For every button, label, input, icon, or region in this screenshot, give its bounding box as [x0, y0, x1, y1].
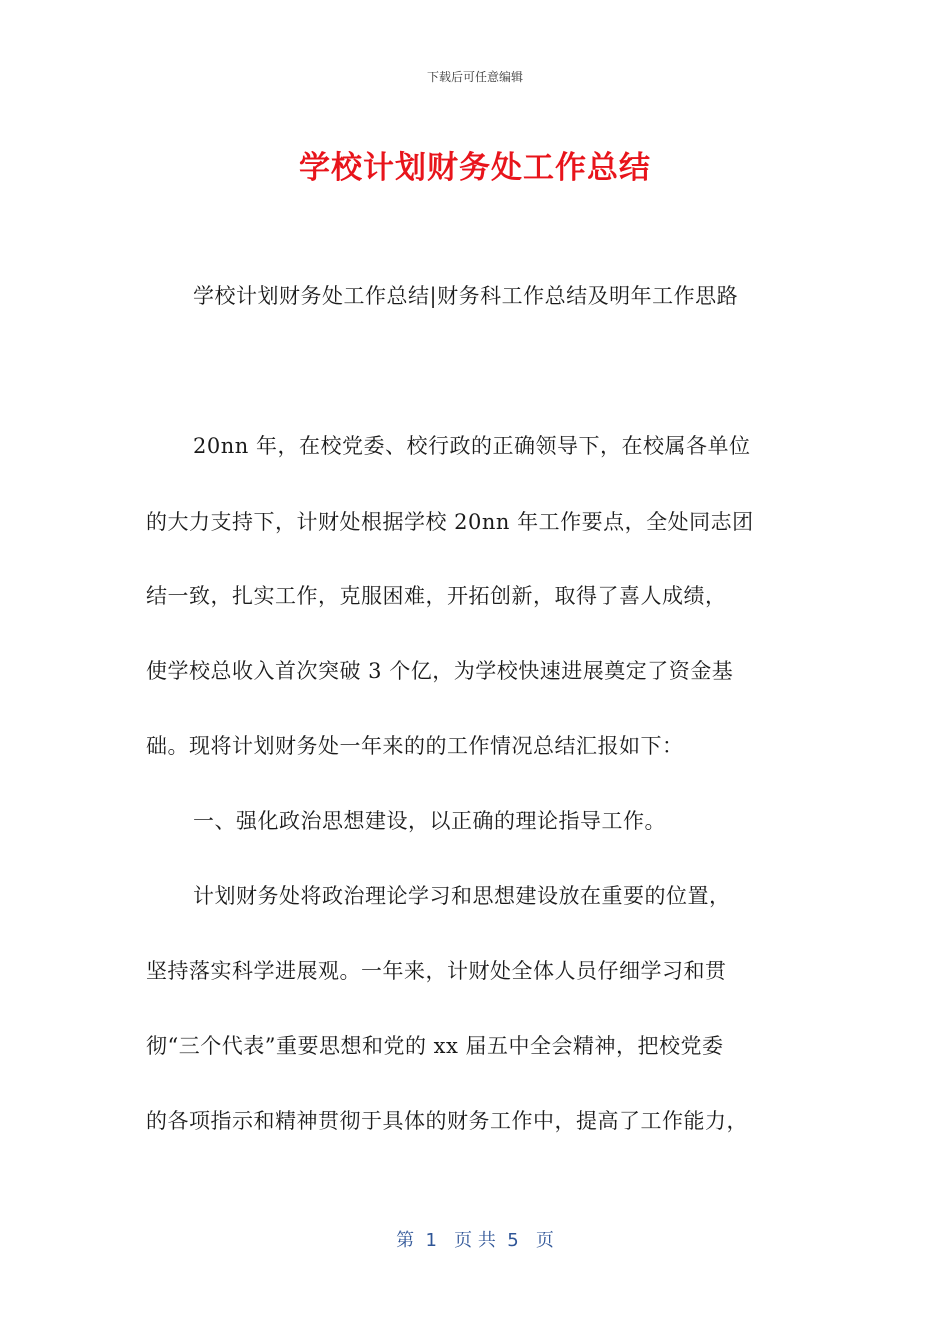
- document-title: 学校计划财务处工作总结: [299, 150, 651, 186]
- body-line: 计划财务处将政治理论学习和思想建设放在重要的位置，: [193, 884, 731, 908]
- header-note: 下载后可任意编辑: [426, 70, 523, 84]
- body-line: 的各项指示和精神贯彻于具体的财务工作中，提高了工作能力，: [146, 1109, 748, 1133]
- document-subtitle: 学校计划财务处工作总结|财务科工作总结及明年工作思路: [193, 284, 739, 308]
- page-number-footer: 第 1 页 共 5 页: [396, 1230, 554, 1251]
- body-line: 础。现将计划财务处一年来的的工作情况总结汇报如下：: [146, 734, 684, 758]
- body-line: 彻“三个代表”重要思想和党的 xx 届五中全会精神，把校党委: [146, 1034, 724, 1058]
- body-line: 结一致，扎实工作，克服困难，开拓创新，取得了喜人成绩，: [146, 584, 727, 608]
- body-line: 坚持落实科学进展观。一年来，计财处全体人员仔细学习和贯: [146, 959, 727, 983]
- body-line: 的大力支持下，计财处根据学校 20nn 年工作要点，全处同志团: [146, 510, 754, 534]
- section-heading: 一、强化政治思想建设，以正确的理论指导工作。: [193, 809, 666, 833]
- body-line: 使学校总收入首次突破 3 个亿，为学校快速进展奠定了资金基: [146, 659, 734, 683]
- body-line: 20nn 年，在校党委、校行政的正确领导下，在校属各单位: [193, 434, 751, 458]
